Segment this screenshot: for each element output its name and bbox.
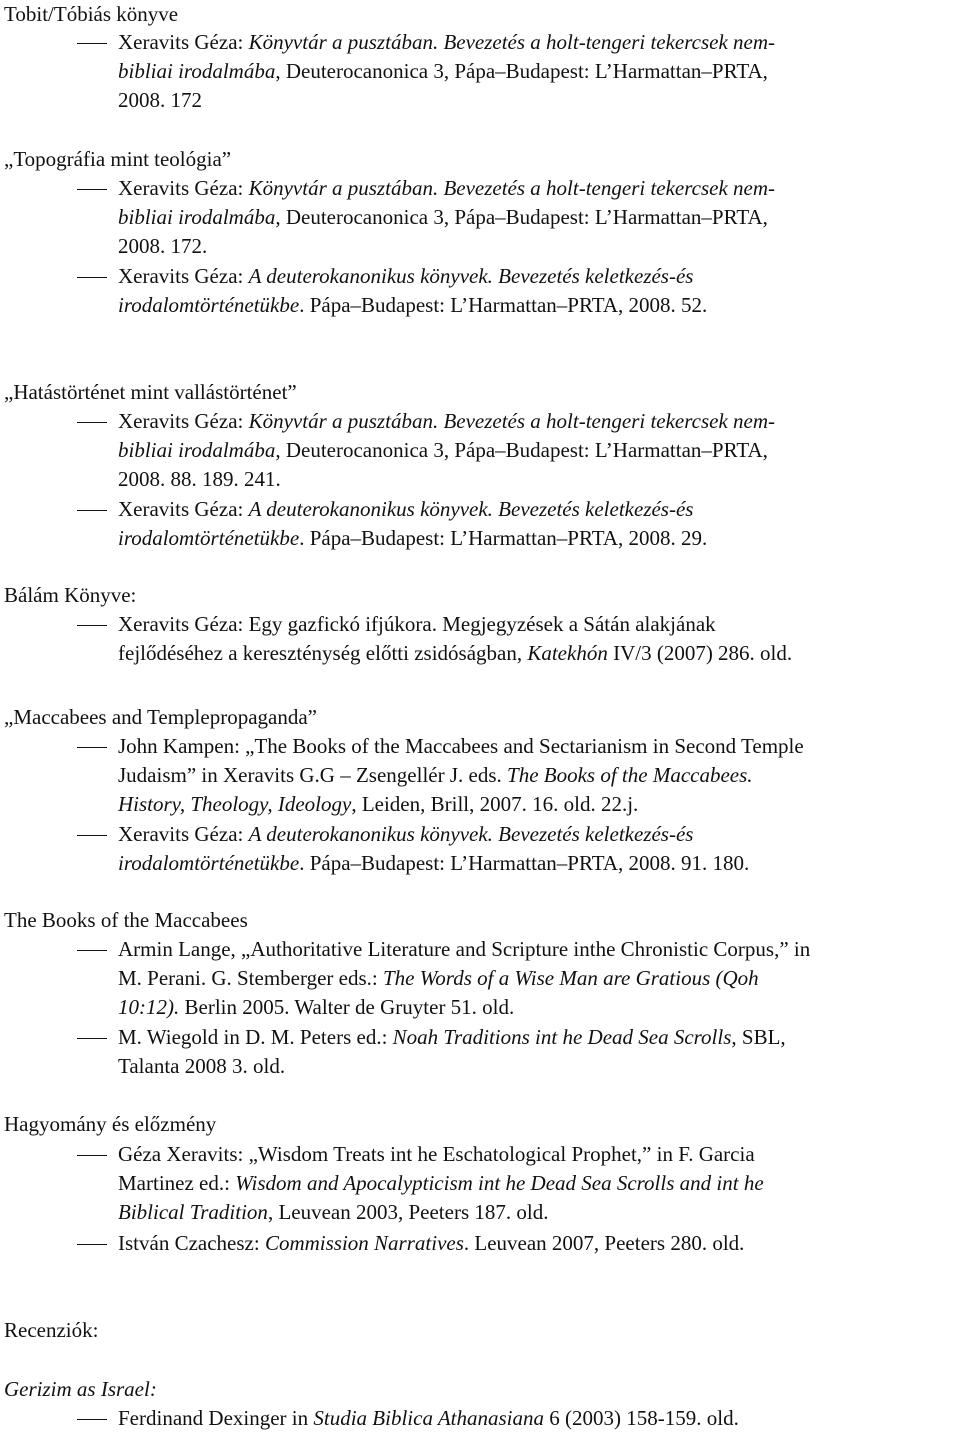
entry-line [118, 761, 958, 790]
entry-text: IV/3 (2007) 286. old. [607, 641, 793, 665]
entry-text: Xeravits Géza: [118, 176, 249, 200]
entry-text: , Leuvean 2003, Peeters 187. old. [267, 1200, 549, 1224]
bibliography-entry [118, 820, 958, 878]
bibliography-entry [118, 262, 958, 320]
entry-line [118, 524, 958, 553]
italic-text: History, Theology, Ideology [118, 792, 352, 816]
entry-text: Berlin 2005. Walter de Gruyter 51. old. [179, 995, 515, 1019]
entry-line [118, 28, 958, 57]
italic-text: bibliai irodalmába [118, 205, 276, 229]
dash-bullet [77, 422, 107, 423]
italic-text: 10:12). [118, 995, 180, 1019]
dash-bullet [77, 43, 107, 44]
entry-text: Talanta 2008 3. old. [118, 1054, 286, 1078]
entry-line [118, 203, 958, 232]
entry-text: Martinez ed.: [118, 1171, 236, 1195]
bibliography-entry [118, 732, 958, 819]
dash-bullet [77, 1244, 107, 1245]
bibliography-entry [118, 28, 958, 115]
entry-line [118, 1023, 958, 1052]
bibliography-entry [118, 407, 958, 494]
section-heading: The Books of the Maccabees [4, 908, 248, 932]
entry-text: Xeravits Géza: [118, 822, 249, 846]
italic-text: Könyvtár a pusztában. Bevezetés a holt-tengeri tekercsek nem- [248, 409, 776, 433]
italic-text: A deuterokanonikus könyvek. Bevezetés keletkezés-és [248, 497, 694, 521]
italic-text: Studia Biblica Athanasiana [313, 1406, 544, 1430]
italic-text: bibliai irodalmába [118, 59, 276, 83]
entry-line [118, 1198, 958, 1227]
dash-bullet [77, 510, 107, 511]
bibliography-entry [118, 174, 958, 261]
entry-text: 6 (2003) 158-159. old. [544, 1406, 739, 1430]
italic-text: Biblical Tradition [118, 1200, 268, 1224]
dash-bullet [77, 835, 107, 836]
entry-text: , Deuterocanonica 3, Pápa–Budapest: L’Harmattan–PRTA, [275, 205, 768, 229]
entry-line [118, 1229, 958, 1258]
entry-line [118, 1052, 958, 1081]
entry-text: . Pápa–Budapest: L’Harmattan–PRTA, 2008. 29. [299, 526, 708, 550]
entry-text: Géza Xeravits: „Wisdom Treats int he Eschatological Prophet,” in F. Garcia [118, 1142, 755, 1166]
section-heading: „Hatástörténet mint vallástörténet” [4, 380, 297, 404]
entry-line [118, 964, 958, 993]
bibliography-entry [118, 1229, 958, 1258]
entry-line [118, 820, 958, 849]
entry-text: Xeravits Géza: Egy gazfickó ifjúkora. Megjegyzések a Sátán alakjának [118, 612, 716, 636]
section-heading: „Topográfia mint teológia” [4, 147, 232, 171]
bibliography-entry [118, 935, 958, 1022]
dash-bullet [77, 277, 107, 278]
dash-bullet [77, 1419, 107, 1420]
section-heading: Tobit/Tóbiás könyve [4, 2, 179, 26]
entry-text: Xeravits Géza: [118, 30, 249, 54]
bibliography-entry [118, 1023, 958, 1081]
section-heading: Gerizim as Israel: [4, 1377, 157, 1401]
entry-text: 2008. 172. [118, 234, 208, 258]
entry-text: M. Wiegold in D. M. Peters ed.: [118, 1025, 393, 1049]
entry-text: Judaism” in Xeravits G.G – Zsengellér J. eds. [118, 763, 508, 787]
entry-line [118, 465, 958, 494]
dash-bullet [77, 747, 107, 748]
entry-line [118, 849, 958, 878]
dash-bullet [77, 950, 107, 951]
entry-text: Armin Lange, „Authoritative Literature and Scripture inthe Chronistic Corpus,” in [118, 937, 811, 961]
italic-text: A deuterokanonikus könyvek. Bevezetés keletkezés-és [248, 264, 694, 288]
entry-line [118, 174, 958, 203]
dash-bullet [77, 1038, 107, 1039]
entry-text: Ferdinand Dexinger in [118, 1406, 314, 1430]
entry-text: . Pápa–Budapest: L’Harmattan–PRTA, 2008. 91. 180. [299, 851, 750, 875]
italic-text: A deuterokanonikus könyvek. Bevezetés keletkezés-és [248, 822, 694, 846]
entry-line [118, 291, 958, 320]
bibliography-entry [118, 1140, 958, 1227]
section-heading: Bálám Könyve: [4, 583, 137, 607]
entry-line [118, 790, 958, 819]
entry-text: István Czachesz: [118, 1231, 265, 1255]
italic-text: The Words of a Wise Man are Gratious (Qoh [382, 966, 759, 990]
section-heading: Hagyomány és előzmény [4, 1112, 217, 1136]
bibliography-entry [118, 1404, 958, 1433]
entry-text: Xeravits Géza: [118, 264, 249, 288]
italic-text: bibliai irodalmába [118, 438, 276, 462]
entry-line [118, 610, 958, 639]
entry-line [118, 262, 958, 291]
entry-text: , SBL, [731, 1025, 786, 1049]
entry-text: 2008. 172 [118, 88, 202, 112]
italic-text: irodalomtörténetükbe [118, 526, 300, 550]
italic-text: Noah Traditions int he Dead Sea Scrolls [392, 1025, 732, 1049]
entry-line [118, 495, 958, 524]
entry-text: 2008. 88. 189. 241. [118, 467, 281, 491]
italic-text: irodalomtörténetükbe [118, 293, 300, 317]
entry-text: , Deuterocanonica 3, Pápa–Budapest: L’Harmattan–PRTA, [275, 59, 768, 83]
bibliography-entry [118, 610, 958, 668]
entry-line [118, 1169, 958, 1198]
italic-text: Commission Narratives [264, 1231, 464, 1255]
dash-bullet [77, 189, 107, 190]
entry-line [118, 732, 958, 761]
entry-text: . Pápa–Budapest: L’Harmattan–PRTA, 2008. 52. [299, 293, 708, 317]
italic-text: The Books of the Maccabees. [507, 763, 753, 787]
entry-text: , Deuterocanonica 3, Pápa–Budapest: L’Harmattan–PRTA, [275, 438, 768, 462]
italic-text: Wisdom and Apocalypticism int he Dead Sea Scrolls and int he [235, 1171, 764, 1195]
entry-text: Xeravits Géza: [118, 409, 249, 433]
entry-line [118, 993, 958, 1022]
entry-line [118, 86, 958, 115]
entry-text: fejlődéséhez a kereszténység előtti zsidóságban, [118, 641, 528, 665]
entry-line [118, 407, 958, 436]
entry-text: John Kampen: „The Books of the Maccabees and Sectarianism in Second Temple [118, 734, 804, 758]
entry-line [118, 1404, 958, 1433]
entry-line [118, 639, 958, 668]
section-heading: Recenziók: [4, 1318, 99, 1342]
bibliography-entry [118, 495, 958, 553]
entry-text: , Leiden, Brill, 2007. 16. old. 22.j. [351, 792, 639, 816]
italic-text: Könyvtár a pusztában. Bevezetés a holt-tengeri tekercsek nem- [248, 176, 776, 200]
entry-line [118, 1140, 958, 1169]
dash-bullet [77, 1155, 107, 1156]
italic-text: irodalomtörténetükbe [118, 851, 300, 875]
entry-line [118, 436, 958, 465]
entry-text: M. Perani. G. Stemberger eds.: [118, 966, 383, 990]
entry-text: Xeravits Géza: [118, 497, 249, 521]
italic-text: Könyvtár a pusztában. Bevezetés a holt-tengeri tekercsek nem- [248, 30, 776, 54]
entry-line [118, 935, 958, 964]
dash-bullet [77, 625, 107, 626]
section-heading: „Maccabees and Templepropaganda” [4, 705, 317, 729]
italic-text: Katekhón [527, 641, 608, 665]
entry-text: . Leuvean 2007, Peeters 280. old. [463, 1231, 745, 1255]
entry-line [118, 232, 958, 261]
entry-line [118, 57, 958, 86]
